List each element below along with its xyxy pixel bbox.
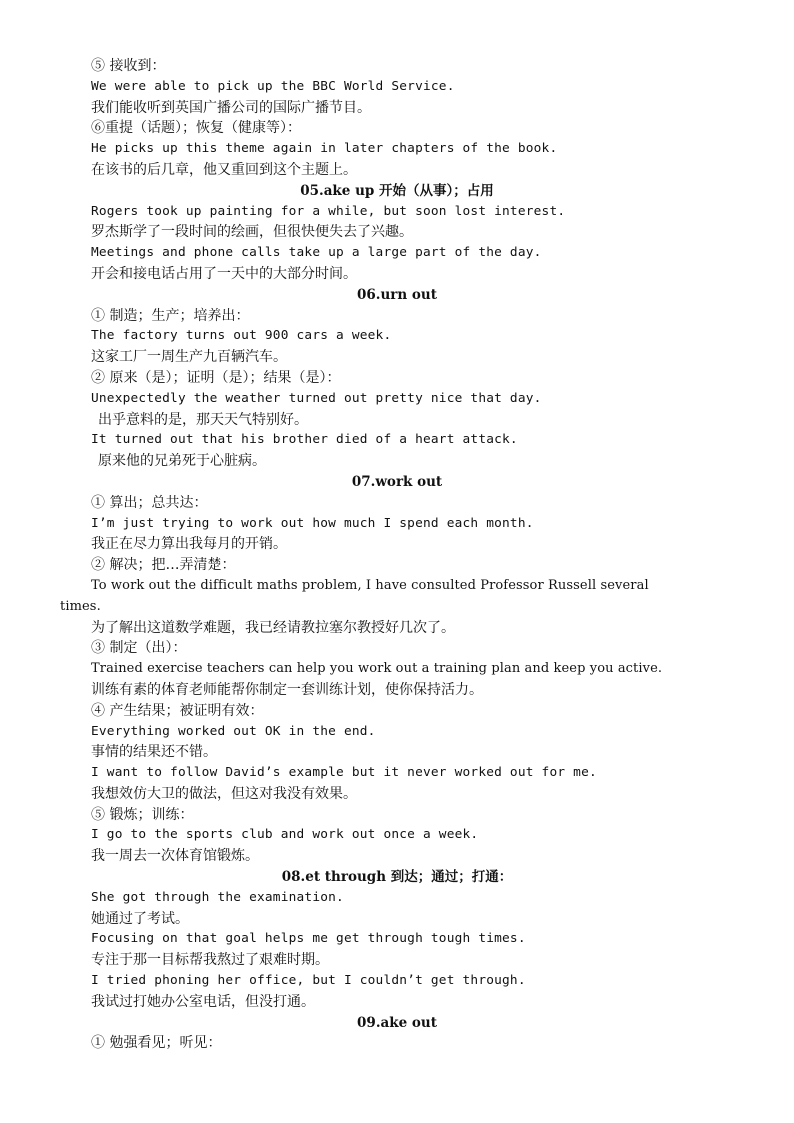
chinese-line: ② 解决；把…弄清楚： [91, 557, 236, 574]
chinese-line: 这家工厂一周生产九百辆汽车。 [91, 349, 287, 366]
english-example: Rogers took up painting for a while, but soon lost interest. [91, 203, 566, 219]
english-example-continuation: times. [60, 598, 101, 614]
chinese-line: 我一周去一次体育馆锻炼。 [91, 848, 259, 865]
english-example: We were able to pick up the BBC World Service. [91, 78, 455, 94]
chinese-line: ① 算出；总共达： [91, 494, 208, 511]
section-heading: 06.urn out [357, 286, 437, 303]
chinese-line: 我们能收听到英国广播公司的国际广播节目。 [91, 99, 371, 116]
section-heading: 08.et through 到达；通过；打通： [281, 869, 513, 886]
english-example: Unexpectedly the weather turned out pretty nice that day. [91, 390, 542, 406]
chinese-line: 她通过了考试。 [91, 910, 189, 927]
chinese-line: ⑤ 接收到： [91, 58, 166, 74]
chinese-line: ① 勉强看见；听见： [91, 1035, 222, 1052]
chinese-line: ④ 产生结果；被证明有效： [91, 702, 264, 719]
section-heading: 09.ake out [357, 1014, 437, 1031]
chinese-line: ① 制造；生产；培养出： [91, 307, 250, 324]
chinese-line: 为了解出这道数学难题，我已经请教拉塞尔教授好几次了。 [91, 619, 455, 636]
english-example: Everything worked out OK in the end. [91, 723, 376, 739]
chinese-translation: 出乎意料的是，那天天气特别好。 [98, 411, 308, 428]
chinese-line: 专注于那一目标帮我熬过了艰难时期。 [91, 952, 329, 969]
english-example: The factory turns out 900 cars a week. [91, 328, 392, 344]
english-example: Trained exercise teachers can help you work out a training plan and keep you active. [91, 661, 663, 677]
english-example: I’m just trying to work out how much I spend each month. [91, 515, 534, 531]
document-page [0, 56, 794, 1054]
chinese-line: 我试过打她办公室电话，但没打通。 [91, 993, 315, 1010]
chinese-line: ② 原来（是）；证明（是）；结果（是）： [91, 369, 341, 386]
chinese-line: 在该书的后几章，他又重回到这个主题上。 [91, 161, 357, 178]
chinese-line: 事情的结果还不错。 [91, 744, 217, 761]
english-example: It turned out that his brother died of a heart attack. [91, 432, 518, 448]
english-example: She got through the examination. [91, 889, 344, 905]
chinese-line: ③ 制定（出）： [91, 640, 187, 657]
section-heading: 05.ake up 开始（从事）；占用 [300, 182, 494, 199]
english-example: Meetings and phone calls take up a large part of the day. [91, 245, 542, 261]
section-heading: 07.work out [351, 473, 443, 490]
chinese-line: ⑥重提（话题）；恢复（健康等）： [91, 120, 301, 137]
english-example: To work out the difficult maths problem, I have consulted Professor Russell several [91, 577, 649, 593]
chinese-translation: 原来他的兄弟死于心脏病。 [98, 453, 266, 470]
english-example: I tried phoning her office, but I couldn’t get through. [91, 973, 526, 989]
english-example: Focusing on that goal helps me get through tough times. [91, 931, 526, 947]
english-example: He picks up this theme again in later chapters of the book. [91, 141, 558, 157]
chinese-line: 训练有素的体育老师能帮你制定一套训练计划，使你保持活力。 [91, 681, 483, 698]
chinese-line: 我想效仿大卫的做法，但这对我没有效果。 [91, 785, 357, 802]
chinese-line: 开会和接电话占用了一天中的大部分时间。 [91, 265, 357, 282]
english-example: I go to the sports club and work out once a week. [91, 827, 479, 843]
chinese-line: 罗杰斯学了一段时间的绘画，但很快便失去了兴趣。 [91, 224, 413, 241]
english-example: I want to follow David’s example but it never worked out for me. [91, 765, 597, 781]
chinese-line: ⑤ 锻炼；训练： [91, 806, 194, 823]
chinese-line: 我正在尽力算出我每月的开销。 [91, 536, 287, 553]
